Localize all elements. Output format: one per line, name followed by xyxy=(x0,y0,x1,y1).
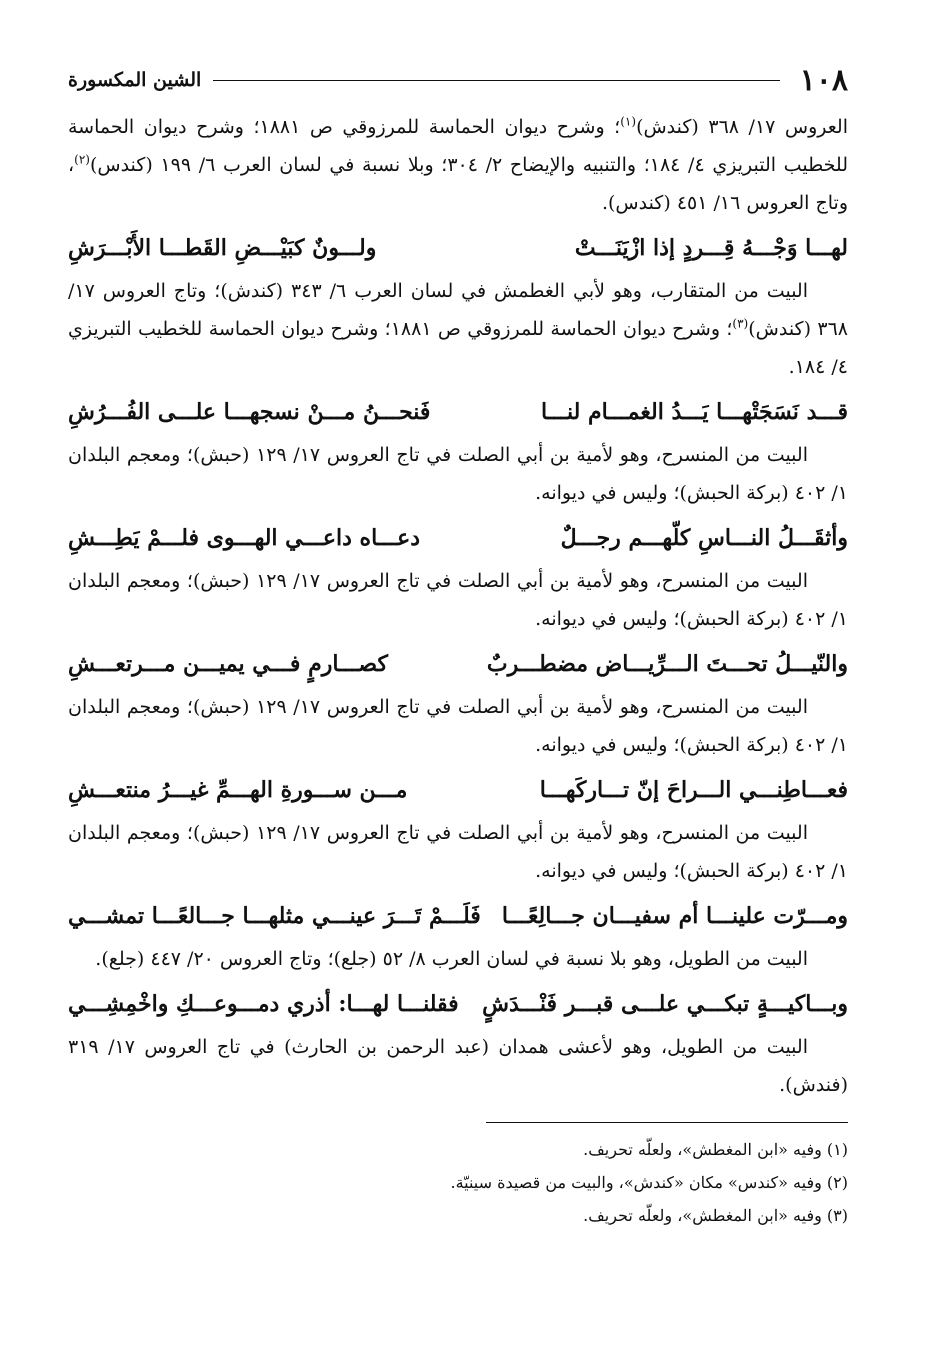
verse-first-hemistich: وأثقَـــلُ النـــاسِ كلّهـــم رجـــلٌ xyxy=(560,525,848,551)
verse-commentary xyxy=(68,688,848,764)
verse-second-hemistich: فَنحـــنُ مـــنْ نسجهـــا علـــى الفُـــرُشِ xyxy=(68,399,431,425)
footnote-marker-3[interactable]: (٣) xyxy=(732,316,749,331)
verse-first-hemistich: لهـــا وَجْـــهُ قِـــردٍ إذا ازْيَنَـــتْ xyxy=(574,235,848,261)
commentary-text: البيت من المنسرح، وهو لأمية بن أبي الصلت في تاج العروس ١٧/ ١٢٩ (حبش)؛ ومعجم البلدان ١/ ٤٠٢ (بركة الحبش)؛ وليس في ديوانه. xyxy=(68,696,848,756)
footnote: (١) وفيه «ابن المغطش»، ولعلّه تحريف. xyxy=(583,1140,848,1159)
header-rule xyxy=(213,80,779,81)
commentary-text: البيت من المتقارب، وهو لأبي الغطمش في لسان العرب ٦/ ٣٤٣ (كندش)؛ وتاج العروس ١٧/ ٣٦٨ (كندش) xyxy=(68,280,848,340)
verse-second-hemistich: كصـــارمٍ فـــي يميـــن مـــرتعـــشِ xyxy=(68,651,388,677)
verse-commentary xyxy=(68,814,848,890)
opening-text-3: ، وتاج العروس ١٦/ ٤٥١ (كندس). xyxy=(68,154,848,214)
verse-second-hemistich: دعـــاه داعـــي الهـــوى فلـــمْ يَطِـــشِ xyxy=(68,525,421,551)
verse-first-hemistich: ومـــرّت علينـــا أم سفيـــان جـــالِعًـــا xyxy=(501,903,848,929)
footnote-marker-1[interactable]: (١) xyxy=(620,114,637,129)
verse-second-hemistich: مـــن ســـورةِ الهـــمِّ غيـــرُ منتعـــشِ xyxy=(68,777,408,803)
verse-line xyxy=(68,224,848,272)
commentary-text: البيت من الطويل، وهو بلا نسبة في لسان العرب ٨/ ٥٢ (جلع)؛ وتاج العروس ٢٠/ ٤٤٧ (جلع). xyxy=(95,948,808,970)
verse-line xyxy=(68,980,848,1028)
footnote-separator xyxy=(486,1122,848,1123)
opening-paragraph xyxy=(68,108,848,222)
commentary-text-cont: ؛ وشرح ديوان الحماسة للمرزوقي ص ١٨٨١؛ وشرح ديوان الحماسة للخطيب التبريزي ٤/ ١٨٤. xyxy=(68,318,848,378)
opening-text-2: ؛ وشرح ديوان الحماسة للمرزوقي ص ١٨٨١؛ وشرح ديوان الحماسة للخطيب التبريزي ٤/ ١٨٤؛ والتنبيه والإيضاح ٢/ ٣٠٤؛ وبلا نسبة في لسان العرب ٦/ ١٩٩ (كندس) xyxy=(68,116,848,176)
verse-second-hemistich: ولـــونٌ كبَيْـــضِ القَطـــا الأَبْـــرَشِ xyxy=(68,235,377,261)
verse-commentary xyxy=(68,1028,848,1104)
verse-line xyxy=(68,766,848,814)
verse-first-hemistich: فعـــاطِنـــي الـــراحَ إنّ تـــاركَهـــا xyxy=(539,777,848,803)
verse-second-hemistich: فقلنـــا لهـــا: أذري دمـــوعـــكِ واخْمِشِـــي xyxy=(68,991,459,1017)
commentary-text: البيت من الطويل، وهو لأعشى همدان (عبد الرحمن بن الحارث) في تاج العروس ١٧/ ٣١٩ (فندش). xyxy=(68,1036,848,1096)
verse-commentary xyxy=(68,562,848,638)
running-title: الشين المكسورة xyxy=(68,69,202,91)
commentary-text: البيت من المنسرح، وهو لأمية بن أبي الصلت في تاج العروس ١٧/ ١٢٩ (حبش)؛ ومعجم البلدان ١/ ٤٠٢ (بركة الحبش)؛ وليس في ديوانه. xyxy=(68,822,848,882)
verse-first-hemistich: والنّيـــلُ تحـــتَ الـــرِّيـــاض مضطـــربٌ xyxy=(486,651,848,677)
commentary-text: البيت من المنسرح، وهو لأمية بن أبي الصلت في تاج العروس ١٧/ ١٢٩ (حبش)؛ ومعجم البلدان ١/ ٤٠٢ (بركة الحبش)؛ وليس في ديوانه. xyxy=(68,444,848,504)
verse-second-hemistich: فَلَـــمْ تَـــرَ عينـــي مثلهـــا جـــالعًـــا تمشـــي xyxy=(68,903,481,929)
footnote: (٣) وفيه «ابن المغطش»، ولعلّه تحريف. xyxy=(583,1206,848,1225)
verse-commentary xyxy=(68,940,848,978)
commentary-text: البيت من المنسرح، وهو لأمية بن أبي الصلت في تاج العروس ١٧/ ١٢٩ (حبش)؛ ومعجم البلدان ١/ ٤٠٢ (بركة الحبش)؛ وليس في ديوانه. xyxy=(68,570,848,630)
verse-commentary xyxy=(68,436,848,512)
verse-line xyxy=(68,514,848,562)
footnote: (٢) وفيه «كندس» مكان «كندش»، والبيت من قصيدة سينيّة. xyxy=(450,1173,848,1192)
page-number: ١٠٨ xyxy=(799,62,848,98)
verse-commentary xyxy=(68,272,848,386)
verse-first-hemistich: قـــد نَسَجَتْهـــا يَـــدُ الغمـــام لنـــا xyxy=(540,399,848,425)
verse-line xyxy=(68,388,848,436)
opening-text-1: العروس ١٧/ ٣٦٨ (كندش) xyxy=(636,116,848,138)
verse-first-hemistich: وبـــاكيـــةٍ تبكـــي علـــى قبـــر فَنْـــدَشٍ xyxy=(482,991,848,1017)
footnote-marker-2[interactable]: (٢) xyxy=(74,152,90,167)
verse-line xyxy=(68,640,848,688)
page-header xyxy=(68,58,848,102)
verse-line xyxy=(68,892,848,940)
book-page xyxy=(68,58,848,1232)
